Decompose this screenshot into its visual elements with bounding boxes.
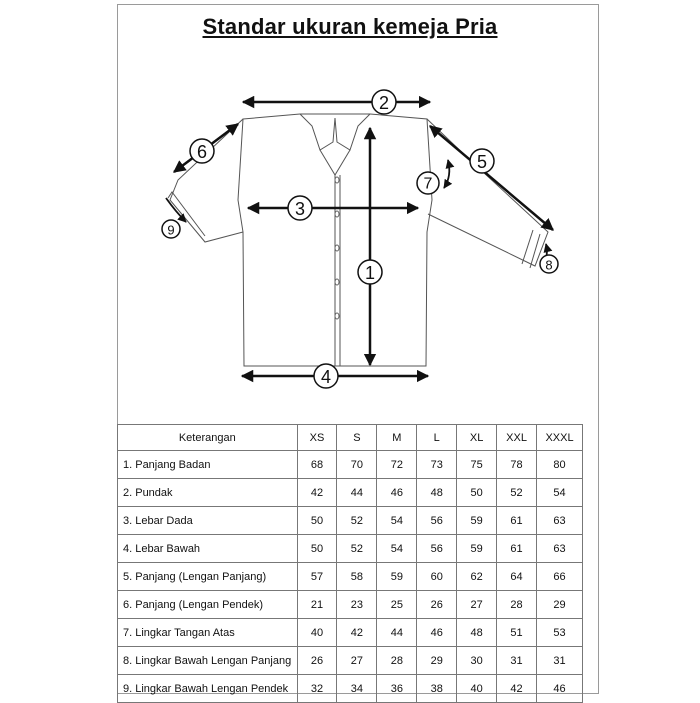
size-value-cell: 75	[457, 451, 497, 479]
size-value-cell: 31	[537, 647, 583, 675]
size-value-cell: 44	[337, 479, 377, 507]
marker-6-label: 6	[196, 142, 208, 162]
table-row	[118, 675, 583, 703]
size-value-cell: 51	[497, 619, 537, 647]
size-value-cell: 40	[297, 619, 337, 647]
size-value-cell: 56	[417, 507, 457, 535]
header-keterangan: Keterangan	[118, 425, 298, 451]
size-value-cell: 80	[537, 451, 583, 479]
size-value-cell: 23	[337, 591, 377, 619]
table-row	[118, 535, 583, 563]
marker-4-label: 4	[320, 367, 332, 387]
header-xs: XS	[297, 425, 337, 451]
size-value-cell: 50	[297, 507, 337, 535]
header-xxl: XXL	[497, 425, 537, 451]
row-label: 8. Lingkar Bawah Lengan Panjang	[118, 647, 298, 675]
row-label: 5. Panjang (Lengan Panjang)	[118, 563, 298, 591]
size-value-cell: 54	[377, 535, 417, 563]
size-value-cell: 26	[417, 591, 457, 619]
size-value-cell: 54	[377, 507, 417, 535]
size-value-cell: 28	[377, 647, 417, 675]
size-value-cell: 57	[297, 563, 337, 591]
row-label: 4. Lebar Bawah	[118, 535, 298, 563]
table-row	[118, 563, 583, 591]
table-row	[118, 479, 583, 507]
size-value-cell: 54	[537, 479, 583, 507]
size-value-cell: 50	[297, 535, 337, 563]
size-value-cell: 44	[377, 619, 417, 647]
size-value-cell: 25	[377, 591, 417, 619]
size-value-cell: 78	[497, 451, 537, 479]
marker-3-label: 3	[294, 199, 306, 219]
size-value-cell: 58	[337, 563, 377, 591]
arrow-7-upper-arm	[444, 160, 449, 188]
size-value-cell: 52	[497, 479, 537, 507]
shirt-buttons	[335, 177, 339, 319]
size-value-cell: 59	[457, 535, 497, 563]
size-value-cell: 46	[417, 619, 457, 647]
size-value-cell: 34	[337, 675, 377, 703]
size-value-cell: 68	[297, 451, 337, 479]
size-value-cell: 52	[337, 507, 377, 535]
size-value-cell: 36	[377, 675, 417, 703]
size-value-cell: 59	[457, 507, 497, 535]
row-label: 1. Panjang Badan	[118, 451, 298, 479]
marker-7-label: 7	[423, 175, 433, 193]
size-value-cell: 48	[417, 479, 457, 507]
size-value-cell: 61	[497, 535, 537, 563]
size-value-cell: 52	[337, 535, 377, 563]
header-l: L	[417, 425, 457, 451]
size-value-cell: 70	[337, 451, 377, 479]
table-row	[118, 591, 583, 619]
size-value-cell: 32	[297, 675, 337, 703]
size-value-cell: 46	[377, 479, 417, 507]
size-value-cell: 26	[297, 647, 337, 675]
marker-1-label: 1	[364, 263, 376, 283]
size-value-cell: 63	[537, 535, 583, 563]
size-value-cell: 40	[457, 675, 497, 703]
size-value-cell: 62	[457, 563, 497, 591]
size-value-cell: 50	[457, 479, 497, 507]
size-value-cell: 73	[417, 451, 457, 479]
size-value-cell: 21	[297, 591, 337, 619]
table-row	[118, 619, 583, 647]
size-value-cell: 29	[537, 591, 583, 619]
size-value-cell: 27	[457, 591, 497, 619]
shirt-outline	[168, 114, 548, 366]
page-title: Standar ukuran kemeja Pria	[202, 14, 498, 39]
size-value-cell: 64	[497, 563, 537, 591]
header-xl: XL	[457, 425, 497, 451]
size-value-cell: 30	[457, 647, 497, 675]
size-value-cell: 46	[537, 675, 583, 703]
row-label: 7. Lingkar Tangan Atas	[118, 619, 298, 647]
size-value-cell: 28	[497, 591, 537, 619]
size-value-cell: 31	[497, 647, 537, 675]
size-value-cell: 48	[457, 619, 497, 647]
table-row	[118, 451, 583, 479]
header-xxxl: XXXL	[537, 425, 583, 451]
row-label: 6. Panjang (Lengan Pendek)	[118, 591, 298, 619]
marker-9-label: 9	[167, 222, 175, 238]
table-row	[118, 647, 583, 675]
marker-5-label: 5	[476, 152, 488, 172]
row-label: 3. Lebar Dada	[118, 507, 298, 535]
size-value-cell: 63	[537, 507, 583, 535]
size-value-cell: 60	[417, 563, 457, 591]
size-table	[117, 424, 583, 703]
arrow-9-short-cuff	[166, 198, 186, 222]
marker-2-label: 2	[378, 93, 390, 113]
size-value-cell: 66	[537, 563, 583, 591]
size-value-cell: 42	[297, 479, 337, 507]
header-s: S	[337, 425, 377, 451]
size-value-cell: 38	[417, 675, 457, 703]
row-label: 9. Lingkar Bawah Lengan Pendek	[118, 675, 298, 703]
size-value-cell: 56	[417, 535, 457, 563]
size-value-cell: 59	[377, 563, 417, 591]
table-header-row	[118, 425, 583, 451]
size-value-cell: 42	[337, 619, 377, 647]
size-value-cell: 29	[417, 647, 457, 675]
table-row	[118, 507, 583, 535]
size-value-cell: 72	[377, 451, 417, 479]
header-m: M	[377, 425, 417, 451]
size-value-cell: 27	[337, 647, 377, 675]
size-value-cell: 61	[497, 507, 537, 535]
size-value-cell: 53	[537, 619, 583, 647]
row-label: 2. Pundak	[118, 479, 298, 507]
size-value-cell: 42	[497, 675, 537, 703]
table-body	[118, 451, 583, 703]
marker-8-label: 8	[545, 257, 553, 273]
